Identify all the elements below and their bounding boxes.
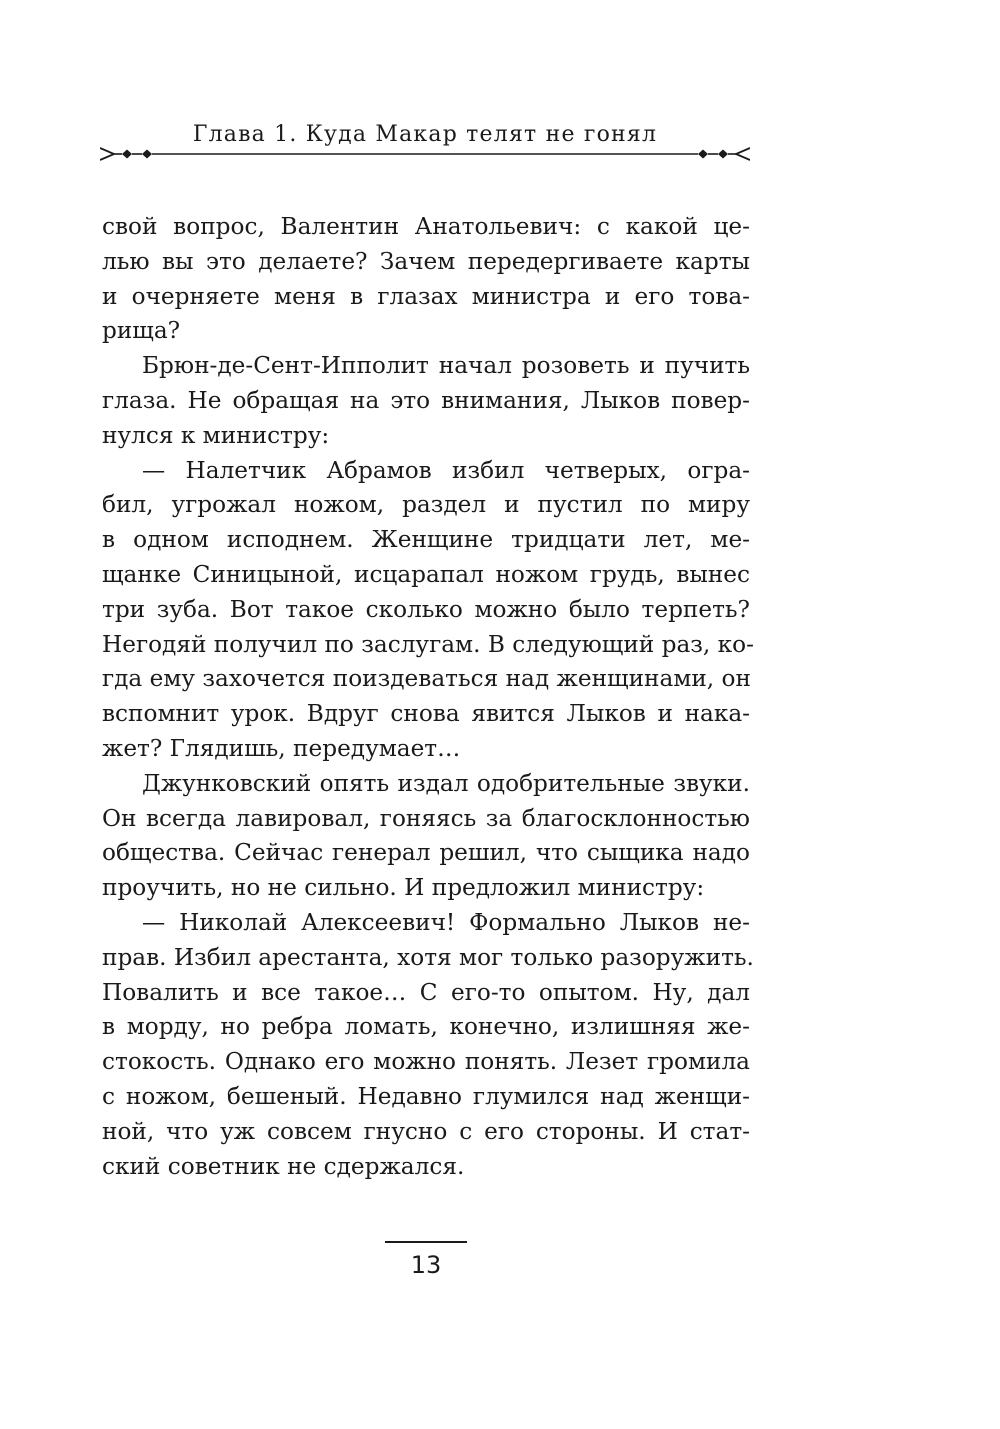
page-number: 13 — [410, 1251, 442, 1279]
left-diamond-icon-2 — [142, 150, 152, 159]
text-line: Брюн-де-Сент-Ипполит начал розоветь и пучить — [142, 352, 750, 380]
text-line: проучить, но не сильно. И предложил министру: — [102, 874, 705, 902]
text-line: жет? Глядишь, передумает… — [102, 734, 461, 762]
text-line: глаза. Не обращая на это внимания, Лыков повер- — [102, 386, 750, 414]
text-line: ной, что уж совсем гнусно с его стороны. И стат- — [102, 1117, 750, 1145]
text-line: — Налетчик Абрамов избил четверых, огра- — [142, 456, 750, 484]
text-line: бил, угрожал ножом, раздел и пустил по миру — [102, 491, 750, 519]
text-line: рища? — [102, 317, 181, 345]
text-line: с ножом, бешеный. Недавно глумился над женщи- — [102, 1082, 750, 1110]
text-line: гда ему захочется поиздеваться над женщинами, он — [102, 665, 751, 693]
text-line: щанке Синицыной, исцарапал ножом грудь, вынес — [102, 560, 750, 588]
text-line: общества. Сейчас генерал решил, что сыщика надо — [102, 839, 750, 867]
text-line: и очерняете меня в глазах министра и его това- — [102, 282, 750, 310]
text-line: — Николай Алексеевич! Формально Лыков не- — [142, 908, 750, 936]
right-diamond-icon-1 — [698, 150, 708, 159]
page-body — [102, 210, 754, 1184]
text-line: ский советник не сдержался. — [102, 1152, 465, 1180]
text-line: Негодяй получил по заслугам. В следующий раз, ко- — [102, 630, 754, 658]
right-diamond-icon-2 — [718, 150, 728, 159]
text-line: три зуба. Вот такое сколько можно было терпеть? — [102, 595, 750, 623]
page-folio — [385, 1241, 467, 1279]
right-chevron-icon — [736, 148, 750, 160]
text-line: нулся к министру: — [102, 421, 330, 449]
text-line: стокость. Однако его можно понять. Лезет громила — [102, 1048, 750, 1076]
text-line: в одном исподнем. Женщине тридцати лет, ме- — [102, 526, 750, 554]
running-head — [100, 118, 750, 168]
chapter-title: Глава 1. Куда Макар телят не гонял — [192, 122, 658, 147]
left-chevron-icon — [100, 148, 114, 160]
text-line: вспомнит урок. Вдруг снова явится Лыков и нака- — [102, 700, 750, 728]
left-diamond-icon-1 — [122, 150, 132, 159]
text-line: лью вы это делаете? Зачем передергиваете карты — [102, 247, 750, 275]
folio-rule — [385, 1241, 467, 1243]
text-line: в морду, но ребра ломать, конечно, излишняя же- — [102, 1013, 750, 1041]
text-line: Джунковский опять издал одобрительные звуки. — [142, 769, 750, 797]
text-line: Повалить и все такое… С его-то опытом. Ну, дал — [102, 978, 750, 1006]
text-line: Он всегда лавировал, гоняясь за благосклонностью — [102, 804, 750, 832]
text-line: свой вопрос, Валентин Анатольевич: с какой це- — [102, 213, 750, 240]
header-ornament — [100, 144, 750, 164]
text-line: прав. Избил арестанта, хотя мог только разоружить. — [102, 943, 754, 971]
